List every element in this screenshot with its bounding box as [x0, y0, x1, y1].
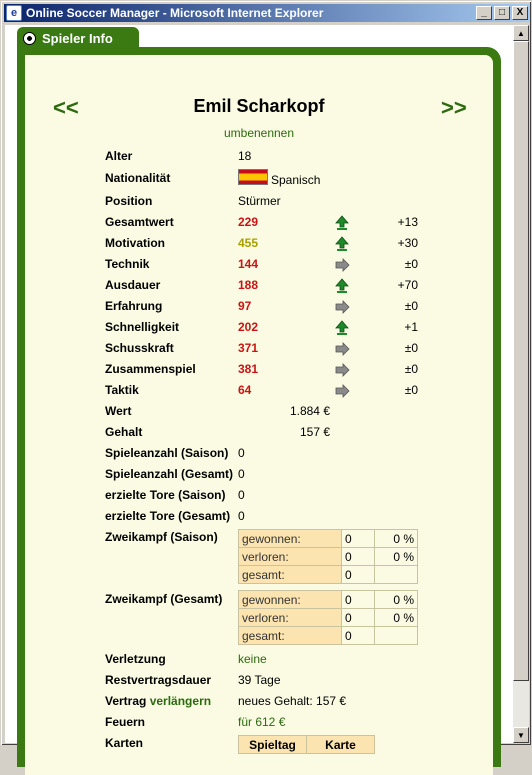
duel-lost-pct: 0 % [375, 548, 418, 566]
duel-total-table [238, 590, 418, 645]
cards-table [238, 735, 375, 754]
duel-total-label: Zweikampf (Gesamt) [105, 592, 223, 606]
stat-delta: ±0 [404, 383, 418, 397]
scroll-up-button[interactable]: ▲ [513, 25, 529, 41]
age-label: Alter [105, 149, 133, 163]
salary-label: Gehalt [105, 425, 143, 439]
cards-label: Karten [105, 736, 144, 750]
stat-value: 64 [238, 383, 252, 397]
fire-player-link[interactable]: für 612 € [238, 715, 286, 729]
stat-value: 188 [238, 278, 259, 292]
extend-contract-link[interactable]: verlängern [149, 694, 212, 708]
position-label: Position [105, 194, 153, 208]
contract-label: Restvertragsdauer [105, 673, 212, 687]
table-row [239, 609, 418, 627]
injury-label: Verletzung [105, 652, 166, 666]
games-total-value: 0 [238, 467, 245, 481]
games-season-value: 0 [238, 446, 245, 460]
new-salary-value: neues Gehalt: 157 € [238, 694, 347, 708]
table-row [239, 591, 418, 609]
tab-label: Spieler Info [42, 30, 113, 46]
stat-label: Zusammenspiel [105, 362, 196, 376]
minimize-button[interactable]: _ [476, 6, 492, 20]
contract-extend-prefix: Vertrag [105, 694, 147, 708]
contract-value: 39 Tage [238, 673, 281, 687]
duel-total-row-label: gesamt: [239, 627, 342, 645]
trend-up-icon [335, 279, 349, 293]
info-panel [17, 47, 501, 767]
duel-lost-label: verloren: [239, 548, 342, 566]
close-button[interactable]: X [512, 6, 528, 20]
stat-label: Taktik [105, 383, 139, 397]
stat-delta: +13 [397, 215, 418, 229]
scroll-down-button[interactable]: ▼ [513, 727, 529, 743]
next-player-link[interactable]: >> [441, 95, 467, 120]
value-amount: 1.884 € [289, 404, 330, 418]
stat-label: Schnelligkeit [105, 320, 180, 334]
duel-won-pct: 0 % [375, 591, 418, 609]
tab-spieler-info[interactable] [17, 27, 139, 49]
stat-value: 371 [238, 341, 259, 355]
goals-season-label: erzielte Tore (Saison) [105, 488, 226, 502]
position-value: Stürmer [238, 194, 281, 208]
stat-label: Ausdauer [105, 278, 161, 292]
duel-total-count: 0 [342, 627, 375, 645]
window-title: Online Soccer Manager - Microsoft Internet Explorer [26, 6, 324, 20]
goals-total-value: 0 [238, 509, 245, 523]
cards-col-matchday: Spieltag [239, 736, 307, 754]
ie-icon: e [6, 5, 22, 21]
injury-value: keine [238, 652, 267, 666]
stat-delta: ±0 [404, 341, 418, 355]
stat-label: Motivation [105, 236, 165, 250]
stat-delta: +1 [404, 320, 418, 334]
trend-up-icon [335, 321, 349, 335]
stat-delta: ±0 [404, 299, 418, 313]
games-total-label: Spieleanzahl (Gesamt) [105, 467, 234, 481]
stat-delta: ±0 [404, 362, 418, 376]
table-row [239, 566, 418, 584]
contract-extend-label [105, 694, 211, 708]
player-name: Emil Scharkopf [193, 96, 325, 116]
scroll-thumb[interactable] [513, 41, 529, 681]
duel-season-label: Zweikampf (Saison) [105, 530, 218, 544]
duel-won-label: gewonnen: [239, 591, 342, 609]
rename-link[interactable]: umbenennen [223, 126, 295, 140]
duel-won-pct: 0 % [375, 530, 418, 548]
stat-delta: +70 [397, 278, 418, 292]
maximize-button[interactable]: □ [494, 6, 510, 20]
duel-lost-count: 0 [342, 548, 375, 566]
stat-delta: +30 [397, 236, 418, 250]
vertical-scrollbar[interactable] [513, 25, 529, 743]
nationality-value: Spanisch [271, 173, 321, 187]
page-content [5, 25, 513, 752]
duel-won-count: 0 [342, 530, 375, 548]
duel-lost-count: 0 [342, 609, 375, 627]
trend-flat-icon [335, 258, 349, 272]
stat-value: 455 [238, 236, 259, 250]
age-value: 18 [238, 149, 252, 163]
table-row [239, 736, 375, 754]
stat-delta: ±0 [404, 257, 418, 271]
duel-season-table [238, 529, 418, 584]
stat-value: 144 [238, 257, 259, 271]
info-panel-body [25, 55, 493, 775]
title-bar [4, 4, 530, 22]
games-season-label: Spieleanzahl (Saison) [105, 446, 229, 460]
goals-season-value: 0 [238, 488, 245, 502]
trend-flat-icon [335, 384, 349, 398]
stat-value: 97 [238, 299, 252, 313]
stat-label: Schusskraft [105, 341, 174, 355]
goals-total-label: erzielte Tore (Gesamt) [105, 509, 231, 523]
trend-flat-icon [335, 363, 349, 377]
nationality-label: Nationalität [105, 171, 171, 185]
table-row [239, 530, 418, 548]
duel-total-label: gesamt: [239, 566, 342, 584]
stat-value: 202 [238, 320, 259, 334]
spain-flag-icon [238, 169, 268, 185]
stat-label: Gesamtwert [105, 215, 174, 229]
duel-lost-pct: 0 % [375, 609, 418, 627]
value-label: Wert [105, 404, 132, 418]
duel-won-count: 0 [342, 591, 375, 609]
trend-flat-icon [335, 342, 349, 356]
stat-label: Erfahrung [105, 299, 163, 313]
trend-up-icon [335, 216, 349, 230]
duel-lost-label: verloren: [239, 609, 342, 627]
duel-won-label: gewonnen: [239, 530, 342, 548]
stat-value: 229 [238, 215, 259, 229]
duel-total-count: 0 [342, 566, 375, 584]
stat-label: Technik [105, 257, 150, 271]
fire-label: Feuern [105, 715, 146, 729]
soccer-ball-icon [23, 32, 36, 45]
trend-up-icon [335, 237, 349, 251]
cards-col-card: Karte [307, 736, 375, 754]
stat-value: 381 [238, 362, 259, 376]
table-row [239, 627, 418, 645]
trend-flat-icon [335, 300, 349, 314]
salary-amount: 157 € [299, 425, 330, 439]
table-row [239, 548, 418, 566]
previous-player-link[interactable]: << [53, 95, 79, 120]
